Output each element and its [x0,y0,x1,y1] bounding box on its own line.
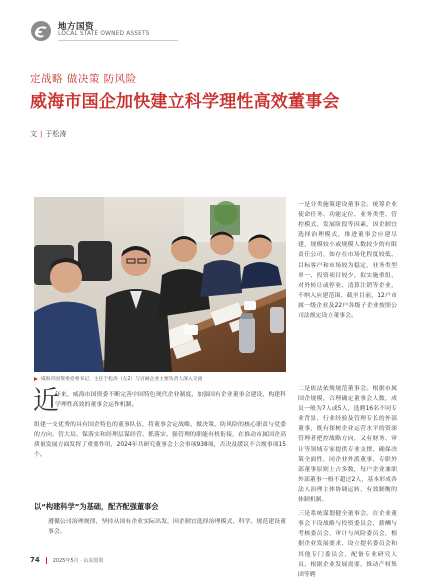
right-column-paragraph-1: 一是分类施策建设董事会。统筹企业使命任务、功能定位、业务类型、管控模式、发展阶段等因素，因企制宜选择治理模式，推进董事会应建尽建，规模较小或规模人数较少的有限责任公司，如存在市场化程度较低、目标客户和市场较为稳定，业务类型单一、投资项目较少，拟实施重组、对外转让或停业、清算注销等企业，不纳入应建范围，截至目前，12户市属一级企业及22户各级子企业按照公司法规定设立董事会。 [298,202,397,320]
issue-label: 2025年5月 · 山东国资 [52,557,104,564]
caption-marker-icon [34,377,38,381]
section-paragraph: 遵循公司治理规律，坚持从国有企业实际出发，因企制宜选择治理模式，科学、规范建设董事会。 [48,519,286,536]
page-footer [30,556,103,564]
byline-prefix: 文 [30,130,37,138]
byline [30,129,66,139]
article-kicker: 定战略 做决策 防风险 [30,73,137,85]
page-number: 74 [30,556,40,564]
publication-logo-icon [30,20,52,42]
footer-divider [46,557,47,564]
drop-cap: 近 [33,386,60,416]
article-title: 威海市国企加快建立科学理性高效董事会 [30,92,340,112]
photo-caption [34,375,286,382]
section-subheading: 以“构建科学”为基础，配齐配强董事会 [34,502,159,511]
lead-paragraph-continued: 组建一支优秀的具有国企特色的董事队伍，将董事会定战略、做决策、防风险的核心职责与党委的方向、管大局、保落实和经理层谋经营、抓落实、强管理的职能有机衔接，在推动市属国企高质量发展方面发挥了重要作用，2024年共研究董事会上会事项938项，否决及缓议不合规事项15个。 [34,422,286,459]
photo-caption-text: 威海市国资委党委书记、主任于松涛（左2）与百丽企业主要负责人深入交流 [41,377,203,382]
byline-author: 于松涛 [45,130,67,138]
right-column-paragraph-3-text: 三是系统谋划健全董事会。在企业董事会下设战略与投资委员会、薪酬与考核委员会、审计与风险委员会，根据企业发展要求，设立提名委员会和其他专门委员会，配备专业研究人员，根据企业发展需要，推动产权集团等聘 [298,511,397,578]
section-subtitle: LOCAL STATE OWNED ASSETS [58,31,150,37]
section-title: 地方国资 [58,22,95,32]
lead-paragraph-start: 年来，威海市国资委不断完善中国特色现代企业制度，加强国有企业董事会建设，构建科学理性高效的董事会运作机制。 [55,392,286,409]
right-column-paragraph-2 [298,384,397,580]
meeting-photo [34,197,286,372]
right-column-paragraph-2-text: 二是依法依规规范董事会。根据市属国企规模，合理确定董事会人数，成员一般为7人或5人，选聘16名不同专业背景、行业经验及管理专长的外部董事，既有探树企业运营水平的资深管理者把控战略方向，又有财务、审计等领域专家提供专业支撑，确保决策全面性，同企业外派董事、专职外部董事原则上占多数，每户企业兼职外部董事一般不超过2人，基本形成各法人治理主体协调运转、有效制衡的体制机制。 [298,386,397,504]
byline-separator: | [40,130,43,138]
header-divider [58,40,178,41]
